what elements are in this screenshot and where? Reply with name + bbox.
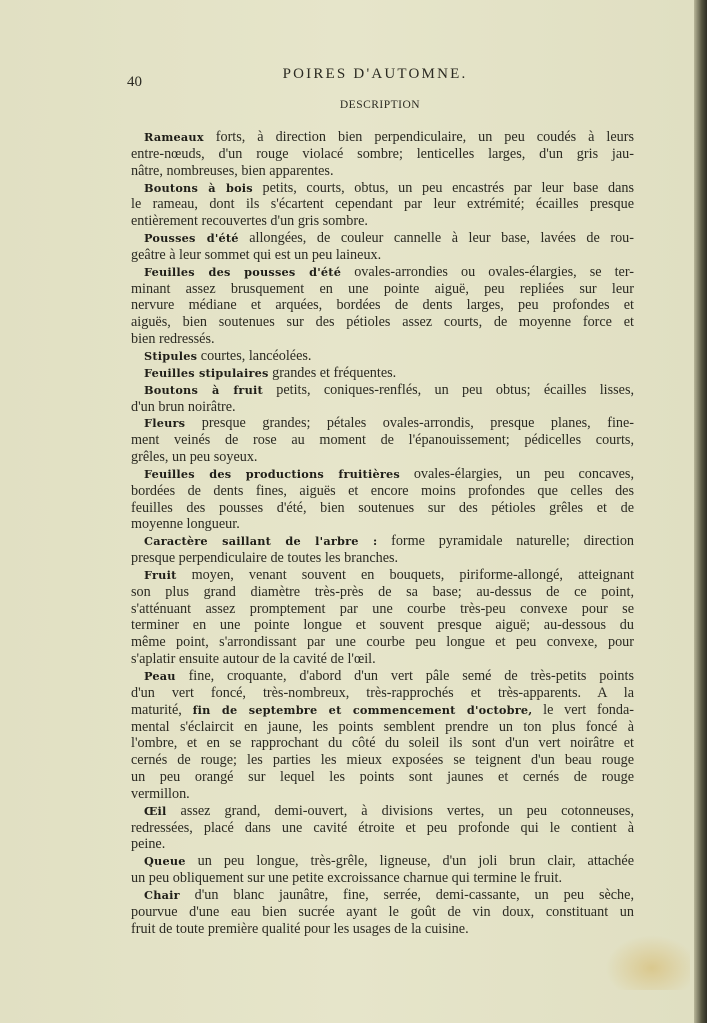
text-line: Queue un peu longue, très-grêle, ligneuse, d'un joli brun clair, attachée (144, 853, 634, 870)
text-line: cernés de rouge; les parties les mieux exposées se teignent d'un beau rouge (131, 752, 634, 769)
section-heading: DESCRIPTION (339, 99, 421, 111)
paragraph-term: Fruit (144, 567, 177, 582)
text-line: Œil assez grand, demi-ouvert, à divisions vertes, un peu cotonneuses, (144, 802, 634, 819)
page-number: 40 (127, 74, 142, 90)
text-line: geâtre à leur sommet qui est un peu laineux. (131, 246, 382, 263)
text-line: bien redressés. (131, 331, 215, 348)
paragraph (131, 264, 634, 348)
paragraph-term: Feuilles stipulaires (144, 365, 269, 380)
text-line: pourvue d'une eau bien sucrée ayant le goût de vin doux, constituant un (131, 903, 634, 920)
paragraph (131, 230, 634, 264)
text-line: Stipules courtes, lancéolées. (144, 347, 312, 364)
page-edge-shadow (694, 0, 707, 1023)
paragraph-term: Queue (144, 854, 186, 869)
paragraph (131, 887, 634, 938)
text-line: mental s'éclaircit en jaune, les points semblent prendre un ton plus foncé à (131, 718, 634, 735)
text-line: Chair d'un blanc jaunâtre, fine, serrée, demi-cassante, un peu sèche, (144, 886, 634, 903)
text-line: Boutons à bois petits, courts, obtus, un peu encastrés par leur base dans (144, 179, 634, 196)
text-line: feuilles des pousses d'été, bien soutenues sur des pétioles grêles et de (131, 499, 634, 516)
text-line: Feuilles des productions fruitières ovales-élargies, un peu concaves, (144, 465, 634, 482)
description-body (131, 129, 634, 938)
paragraph (131, 129, 634, 180)
paragraph-term: Fleurs (144, 416, 186, 431)
text-line: presque perpendiculaire de toutes les branches. (131, 550, 399, 567)
paragraph (131, 853, 634, 887)
text-line: aiguës, bien soutenues sur des pétioles assez courts, de moyenne force et (131, 314, 634, 331)
text-line: Boutons à fruit petits, coniques-renflés, un peu obtus; écailles lisses, (144, 381, 635, 398)
text-line: même point, s'arrondissant par une courbe peu longue et peu convexe, pour (131, 634, 634, 651)
paragraph-term: Caractère saillant de l'arbre : (144, 534, 378, 549)
paragraph-term: Pousses d'été (144, 231, 239, 246)
text-line: ment veinés de rose au moment de l'épanouissement; pédicelles courts, (131, 432, 634, 449)
text-line: vermillon. (131, 785, 190, 802)
text-line: terminer en une pointe longue et souvent presque aiguë; au-dessous du (131, 617, 634, 634)
text-line: d'un brun noirâtre. (131, 398, 236, 415)
text-line: nâtre, nombreuses, bien apparentes. (131, 162, 334, 179)
text-line: bordées de dents fines, aiguës et encore moins profondes que celles des (131, 482, 634, 499)
paragraph (131, 466, 634, 533)
text-line: s'aplatir ensuite autour de la cavité de l'œil. (131, 651, 376, 668)
text-line: l'ombre, et en se rapprochant du côté du soleil ils sont d'un vert noirâtre et (131, 735, 634, 752)
text-line: maturité, fin de septembre et commencement d'octobre, le vert fonda- (131, 701, 634, 718)
text-line: entièrement recouvertes d'un gris sombre. (131, 213, 368, 230)
text-line: Pousses d'été allongées, de couleur cannelle à leur base, lavées de rou- (144, 230, 634, 247)
paragraph-term: Peau (144, 669, 176, 683)
text-line: fruit de toute première qualité pour les usages de la cuisine. (131, 920, 469, 937)
text-line: grêles, un peu soyeux. (131, 449, 258, 466)
text-line: Fruit moyen, venant souvent en bouquets, piriforme-allongé, atteignant (144, 566, 635, 583)
paragraph (131, 803, 634, 854)
text-line: Caractère saillant de l'arbre : forme pyramidale naturelle; direction (144, 533, 635, 550)
paragraph-term: Rameaux (144, 130, 204, 144)
text-line: Fleurs presque grandes; pétales ovales-arrondis, presque planes, fine- (144, 415, 634, 432)
text-line: minant assez brusquement en une pointe aiguë, peu repliées sur leur (131, 280, 634, 297)
fruit-illustration-bleed (605, 935, 690, 990)
paragraph (131, 533, 634, 567)
text-line: Feuilles des pousses d'été ovales-arrondies ou ovales-élargies, se ter- (144, 263, 635, 280)
paragraph-term: Boutons à bois (144, 180, 253, 195)
paragraph-term: Feuilles des productions fruitières (144, 466, 400, 481)
text-line: s'atténuant assez promptement par une courbe très-peu convexe pour se (131, 600, 634, 617)
paragraph (131, 415, 634, 466)
text-line: un peu orangé sur lequel les points sont jaunes et cernés de rouge (131, 769, 634, 786)
text-line: Rameaux forts, à direction bien perpendiculaire, un peu coudés à leurs (144, 129, 635, 145)
paragraph-term: Œil (144, 803, 167, 818)
text-line: nervure médiane et arquées, bordées de dents larges, peu profondes et (131, 297, 634, 314)
paragraph (131, 365, 634, 382)
text-line: un peu obliquement sur une petite excroissance charnue qui termine le fruit. (131, 870, 562, 887)
paragraph (131, 668, 634, 803)
paragraph-term: Chair (144, 887, 180, 902)
paragraph (131, 382, 634, 416)
text-line: Peau fine, croquante, d'abord d'un vert pâle semé de très-petits points (144, 668, 634, 684)
emphasis: fin de septembre et commencement d'octobre, (192, 702, 533, 717)
text-line: d'un vert foncé, très-nombreux, très-rapprochés et très-apparents. A la (131, 684, 634, 701)
text-line: Feuilles stipulaires grandes et fréquentes. (144, 364, 397, 381)
paragraph (131, 348, 634, 365)
paragraph (131, 567, 634, 668)
text-line: entre-nœuds, d'un rouge violacé sombre; lenticelles larges, d'un gris jau- (131, 145, 634, 162)
paragraph (131, 180, 634, 231)
text-line: son plus grand diamètre très-près de sa base; au-dessus de ce point, (131, 583, 634, 600)
text-line: le rameau, dont ils s'écartent cependant par leur extrémité; écailles presque (131, 196, 634, 213)
paragraph-term: Boutons à fruit (144, 382, 263, 397)
text-line: peine. (131, 836, 166, 853)
paragraph-term: Feuilles des pousses d'été (144, 264, 342, 279)
text-line: moyenne longueur. (131, 516, 240, 533)
running-title: POIRES D'AUTOMNE. (282, 66, 468, 82)
paragraph-term: Stipules (144, 348, 198, 363)
text-line: redressées, placé dans une cavité étroite et peu profonde qui le contient à (131, 819, 634, 836)
